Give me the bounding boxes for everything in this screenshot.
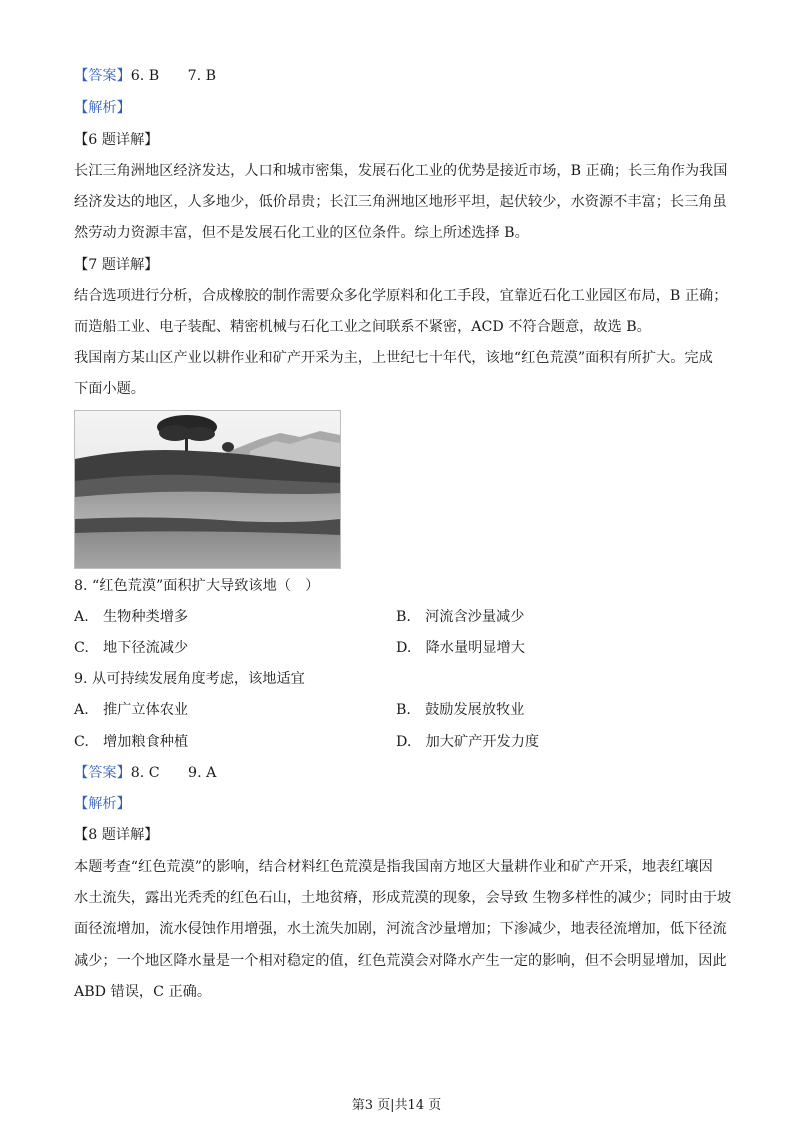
q7-detail-heading: 【7 题详解】 [74,257,159,273]
q8-detail-line: 面径流增加，流水侵蚀作用增强，水土流失加剧，河流含沙量增加；下渗减少，地表径流增加，低下径流 [74,921,727,937]
q6-detail-line: 然劳动力资源丰富，但不是发展石化工业的区位条件。综上所述选择 B。 [74,225,529,241]
q6-detail-heading: 【6 题详解】 [74,132,159,148]
q8-detail-line: 水土流失，露出光秃秃的红色石山，土地贫瘠，形成荒漠的现象，会导致 生物多样性的减少；同时由于坡 [74,890,732,906]
q8-detail-line: 本题考查“红色荒漠”的影响，结合材料红色荒漠是指我国南方地区大量耕作业和矿产开采，地表红壤因 [74,859,713,875]
q7-detail-line: 而造船工业、电子装配、精密机械与石化工业之间联系不紧密，ACD 不符合题意，故选 B。 [74,319,651,335]
answer-text: 6. B 7. B [130,68,217,84]
material-line: 我国南方某山区产业以耕作业和矿产开采为主，上世纪七十年代，该地“红色荒漠”面积有所扩大。完成 [74,350,713,366]
q9-stem: 9. 从可持续发展角度考虑，该地适宜 [74,671,305,687]
q6-detail-line: 长江三角洲地区经济发达，人口和城市密集，发展石化工业的优势是接近市场，B 正确；长三角作为我国 [74,163,728,179]
q7-detail-line: 结合选项进行分析，合成橡胶的制作需要众多化学原料和化工手段，宜靠近石化工业园区布局，B 正确； [74,288,728,304]
answer-label: 【答案】 [74,765,131,781]
analysis-label-2: 【解析】 [74,796,131,812]
q8-detail-line: ABD 错误，C 正确。 [74,984,212,1000]
q8-detail-line: 减少；一个地区降水量是一个相对稳定的值，红色荒漠会对降水产生一定的影响，但不会明显增加，因此 [74,953,727,969]
material-line: 下面小题。 [74,381,145,397]
q8-option-c: C. 地下径流减少 [74,640,189,656]
q9-option-a: A. 推广立体农业 [74,702,189,718]
analysis-label-1: 【解析】 [74,100,131,116]
page-footer: 第3 页|共14 页 [351,1098,442,1113]
answer-label: 【答案】 [74,68,131,84]
answer-line-1 [74,66,216,86]
q8-stem: 8. “红色荒漠”面积扩大导致该地（ ） [74,578,320,594]
q8-option-d: D. 降水量明显增大 [396,640,525,656]
q8-option-b: B. 河流含沙量减少 [396,609,525,625]
landscape-photo [74,410,341,569]
q9-option-c: C. 增加粮食种植 [74,734,189,750]
q6-detail-line: 经济发达的地区，人多地少，低价昂贵；长江三角洲地区地形平坦，起伏较少，水资源不丰富；长三角虽 [74,194,727,210]
q9-option-d: D. 加大矿产开发力度 [396,734,540,750]
answer-line-2 [74,763,216,783]
q8-option-a: A. 生物种类增多 [74,609,189,625]
q9-option-b: B. 鼓励发展放牧业 [396,702,525,718]
q8-detail-heading: 【8 题详解】 [74,827,159,843]
answer-text: 8. C 9. A [130,765,217,781]
